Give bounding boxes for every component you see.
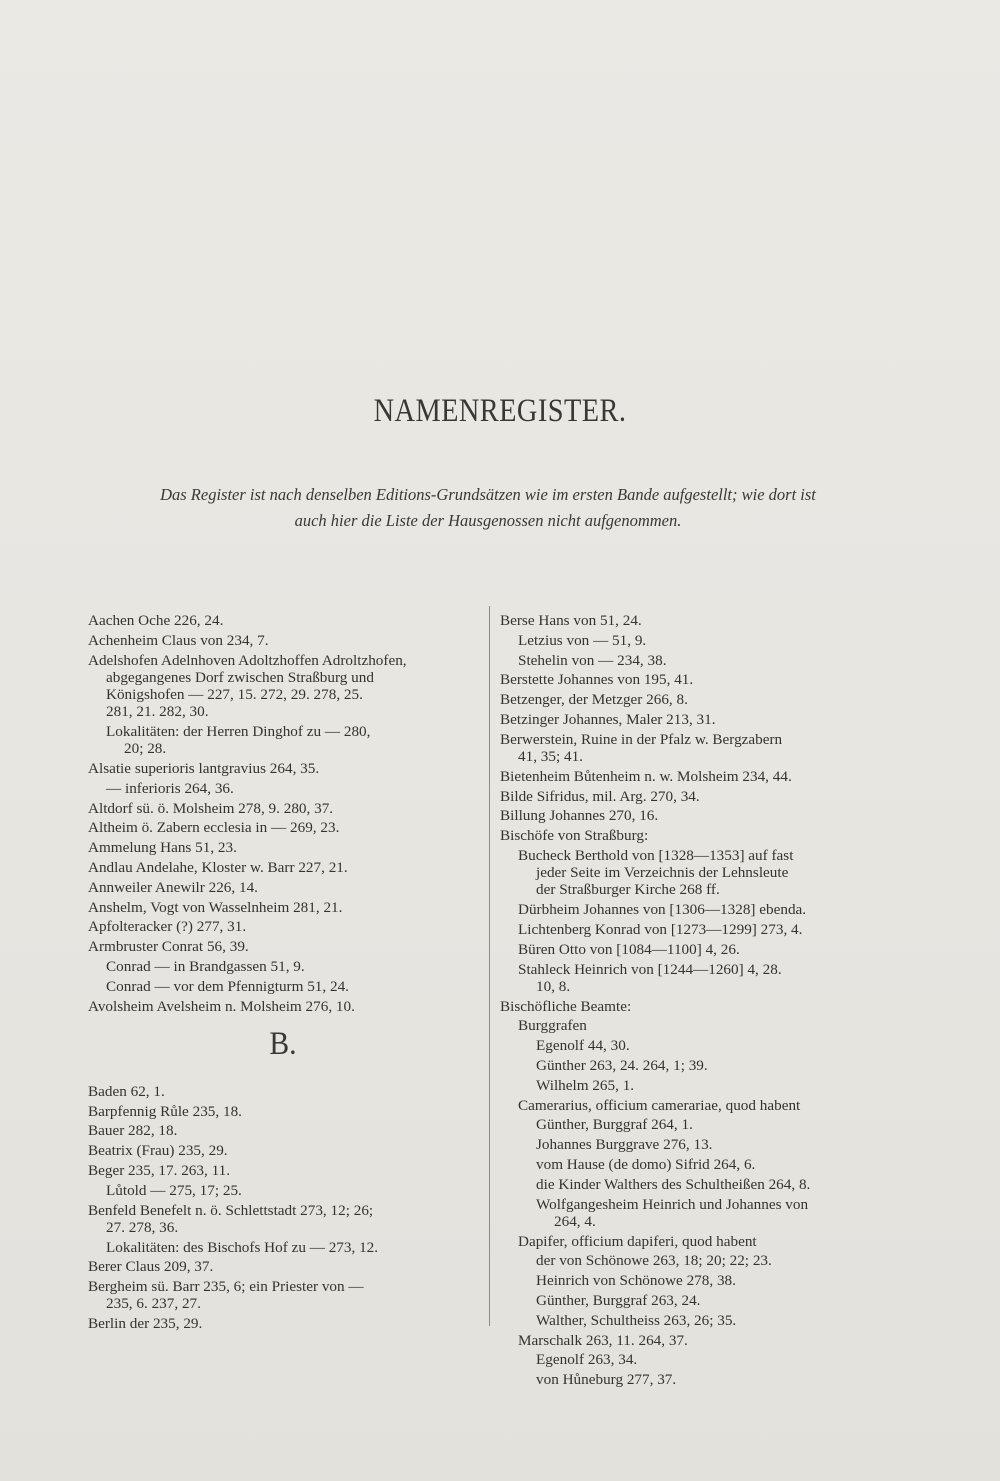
intro-line-1: Das Register ist nach denselben Editions-Grundsätzen wie im ersten Bande aufgestellt; wie dort ist bbox=[160, 485, 816, 504]
index-entry bbox=[500, 1136, 884, 1153]
index-entry bbox=[88, 859, 478, 876]
index-entry bbox=[88, 1122, 478, 1139]
index-entry bbox=[500, 827, 884, 844]
index-entry-line: Dapifer, officium dapiferi, quod habent bbox=[518, 1232, 757, 1250]
index-entry-line: Günther 263, 24. 264, 1; 39. bbox=[536, 1056, 708, 1074]
index-entry-line: Bischöfe von Straßburg: bbox=[500, 827, 649, 845]
index-entry bbox=[500, 1196, 884, 1230]
column-divider bbox=[489, 606, 490, 1326]
index-entry-line: Betzenger, der Metzger 266, 8. bbox=[500, 691, 688, 709]
index-entry-line: Bauer 282, 18. bbox=[88, 1122, 178, 1140]
index-entry-line: Berwerstein, Ruine in der Pfalz w. Bergzabern bbox=[500, 730, 783, 748]
index-entry bbox=[500, 1272, 884, 1289]
index-entry bbox=[88, 839, 478, 856]
index-entry bbox=[500, 1057, 884, 1074]
index-entry-line: Letzius von — 51, 9. bbox=[518, 631, 647, 649]
index-entry bbox=[500, 1371, 884, 1388]
index-entry-line: die Kinder Walthers des Schultheißen 264, 8. bbox=[536, 1175, 811, 1193]
index-entry-line: 41, 35; 41. bbox=[518, 747, 583, 765]
index-entry-line: Burggrafen bbox=[518, 1017, 587, 1035]
index-entry bbox=[88, 723, 478, 757]
index-entry-line: Wilhelm 265, 1. bbox=[536, 1076, 635, 1094]
intro-text bbox=[88, 482, 888, 534]
index-entry bbox=[88, 800, 478, 817]
index-entry bbox=[88, 1083, 478, 1100]
index-entry bbox=[500, 632, 884, 649]
index-entry bbox=[500, 1077, 884, 1094]
index-entry-line: Bilde Sifridus, mil. Arg. 270, 34. bbox=[500, 787, 700, 805]
index-entry bbox=[88, 612, 478, 629]
index-entry-line: jeder Seite im Verzeichnis der Lehnsleute bbox=[536, 864, 789, 882]
index-entry-line: Lůtold — 275, 17; 25. bbox=[106, 1181, 242, 1199]
index-entry bbox=[500, 1233, 884, 1250]
index-entries-b bbox=[88, 1083, 478, 1333]
index-entry-line: Wolfgangesheim Heinrich und Johannes von bbox=[536, 1195, 809, 1213]
index-entry bbox=[500, 1156, 884, 1173]
index-entry bbox=[500, 671, 884, 688]
index-entry bbox=[88, 652, 478, 721]
index-entry bbox=[500, 807, 884, 824]
index-entry-line: Altdorf sü. ö. Molsheim 278, 9. 280, 37. bbox=[88, 799, 334, 817]
index-entry-line: Bischöfliche Beamte: bbox=[500, 997, 632, 1015]
index-entry bbox=[88, 780, 478, 797]
index-entry-line: Egenolf 44, 30. bbox=[536, 1037, 630, 1055]
index-entry bbox=[500, 691, 884, 708]
index-entry-line: Achenheim Claus von 234, 7. bbox=[88, 631, 269, 649]
index-entry-line: Günther, Burggraf 264, 1. bbox=[536, 1116, 693, 1134]
index-entry-line: Avolsheim Avelsheim n. Molsheim 276, 10. bbox=[88, 997, 355, 1015]
left-column bbox=[88, 612, 478, 1335]
index-entry bbox=[500, 1017, 884, 1034]
index-entry bbox=[500, 652, 884, 669]
index-entry bbox=[88, 1142, 478, 1159]
index-entry-line: Beger 235, 17. 263, 11. bbox=[88, 1161, 231, 1179]
index-entry-line: Barpfennig Růle 235, 18. bbox=[88, 1102, 242, 1120]
index-entry-line: Johannes Burggrave 276, 13. bbox=[536, 1136, 713, 1154]
index-entry-line: Andlau Andelahe, Kloster w. Barr 227, 21. bbox=[88, 858, 348, 876]
index-entry-line: Armbruster Conrat 56, 39. bbox=[88, 938, 249, 956]
index-entry bbox=[88, 879, 478, 896]
index-entry bbox=[500, 1332, 884, 1349]
index-entry-line: Bucheck Berthold von [1328—1353] auf fast bbox=[518, 846, 794, 864]
index-entry-line: Anshelm, Vogt von Wasselnheim 281, 21. bbox=[88, 898, 343, 916]
index-entry bbox=[88, 1258, 478, 1275]
index-entry-line: 235, 6. 237, 27. bbox=[106, 1295, 201, 1313]
index-entry bbox=[88, 1315, 478, 1332]
index-entry-line: 264, 4. bbox=[554, 1212, 596, 1230]
index-entry-line: Ammelung Hans 51, 23. bbox=[88, 839, 237, 857]
index-entry-line: Adelshofen Adelnhoven Adoltzhoffen Adroltzhofen, bbox=[88, 651, 407, 669]
index-entry bbox=[500, 768, 884, 785]
index-entry-line: Apfolteracker (?) 277, 31. bbox=[88, 918, 247, 936]
index-entry-line: Camerarius, officium camerariae, quod habent bbox=[518, 1096, 801, 1114]
index-entry bbox=[88, 819, 478, 836]
index-entry-line: Baden 62, 1. bbox=[88, 1082, 165, 1100]
index-entry-line: Dürbheim Johannes von [1306—1328] ebenda. bbox=[518, 901, 807, 919]
index-entry bbox=[500, 788, 884, 805]
intro-line-2: auch hier die Liste der Hausgenossen nicht aufgenommen. bbox=[294, 511, 682, 530]
index-entries-a bbox=[88, 612, 478, 1015]
index-entry bbox=[500, 1037, 884, 1054]
index-entry-line: Lokalitäten: des Bischofs Hof zu — 273, 12. bbox=[106, 1238, 379, 1256]
index-entry bbox=[500, 998, 884, 1015]
index-entry bbox=[88, 1278, 478, 1312]
index-entry bbox=[88, 1202, 478, 1236]
index-entry-line: abgegangenes Dorf zwischen Straßburg und bbox=[106, 668, 374, 686]
index-entry bbox=[500, 1097, 884, 1114]
index-entry-line: Berlin der 235, 29. bbox=[88, 1315, 203, 1333]
index-entry-line: Berstette Johannes von 195, 41. bbox=[500, 671, 694, 689]
index-entry-line: 27. 278, 36. bbox=[106, 1218, 179, 1236]
index-entry bbox=[88, 899, 478, 916]
index-entry-line: Günther, Burggraf 263, 24. bbox=[536, 1291, 701, 1309]
index-entry bbox=[500, 941, 884, 958]
index-entry bbox=[500, 921, 884, 938]
index-entry-line: Billung Johannes 270, 16. bbox=[500, 807, 659, 825]
index-entry bbox=[88, 958, 478, 975]
index-entry-line: Aachen Oche 226, 24. bbox=[88, 612, 224, 629]
index-entry-line: 281, 21. 282, 30. bbox=[106, 703, 209, 721]
index-entry bbox=[88, 1182, 478, 1199]
index-entry bbox=[500, 612, 884, 629]
index-entry bbox=[88, 1103, 478, 1120]
index-entry-line: Benfeld Benefelt n. ö. Schlettstadt 273, 12; 26; bbox=[88, 1201, 374, 1219]
page-title: NAMENREGISTER. bbox=[373, 393, 627, 429]
index-entry bbox=[88, 998, 478, 1015]
index-entry bbox=[500, 901, 884, 918]
index-entry-line: Bietenheim Bůtenheim n. w. Molsheim 234, 44. bbox=[500, 767, 792, 785]
index-entry bbox=[88, 978, 478, 995]
index-entry-line: Königshofen — 227, 15. 272, 29. 278, 25. bbox=[106, 686, 363, 703]
index-entry-line: Annweiler Anewilr 226, 14. bbox=[88, 878, 258, 896]
index-entry-line: Stehelin von — 234, 38. bbox=[518, 651, 667, 669]
index-entry bbox=[500, 1292, 884, 1309]
index-entry-line: Alsatie superioris lantgravius 264, 35. bbox=[88, 760, 320, 777]
index-entry bbox=[500, 961, 884, 995]
index-entry-line: Betzinger Johannes, Maler 213, 31. bbox=[500, 710, 716, 728]
index-entry-line: 10, 8. bbox=[536, 977, 571, 995]
index-entry-line: Lokalitäten: der Herren Dinghof zu — 280, bbox=[106, 723, 371, 740]
index-entry-line: Berse Hans von 51, 24. bbox=[500, 612, 642, 629]
index-entry-line: — inferioris 264, 36. bbox=[106, 779, 234, 797]
index-entry bbox=[88, 1162, 478, 1179]
index-entry bbox=[500, 1351, 884, 1368]
index-entry bbox=[500, 711, 884, 728]
index-entry-line: Heinrich von Schönowe 278, 38. bbox=[536, 1272, 736, 1290]
index-entry bbox=[88, 918, 478, 935]
index-entry-line: Berer Claus 209, 37. bbox=[88, 1258, 214, 1276]
index-entry-line: 20; 28. bbox=[124, 740, 167, 758]
index-entry-line: von Hůneburg 277, 37. bbox=[536, 1371, 677, 1389]
index-entries-right bbox=[500, 612, 884, 1388]
index-entry-line: Stahleck Heinrich von [1244—1260] 4, 28. bbox=[518, 960, 782, 978]
index-entry-line: Bergheim sü. Barr 235, 6; ein Priester von — bbox=[88, 1278, 364, 1296]
index-entry-line: der von Schönowe 263, 18; 20; 22; 23. bbox=[536, 1252, 772, 1270]
index-entry-line: Conrad — vor dem Pfennigturm 51, 24. bbox=[106, 977, 349, 995]
right-column bbox=[500, 612, 884, 1391]
index-entry bbox=[500, 1116, 884, 1133]
index-entry bbox=[88, 632, 478, 649]
index-entry bbox=[88, 938, 478, 955]
index-entry bbox=[88, 1239, 478, 1256]
index-entry-line: Marschalk 263, 11. 264, 37. bbox=[518, 1331, 688, 1349]
index-entry bbox=[88, 760, 478, 777]
index-entry bbox=[500, 731, 884, 765]
index-entry bbox=[500, 1252, 884, 1269]
index-entry bbox=[500, 1312, 884, 1329]
index-entry-line: der Straßburger Kirche 268 ff. bbox=[536, 881, 720, 899]
index-entry-line: Walther, Schultheiss 263, 26; 35. bbox=[536, 1311, 737, 1329]
index-entry-line: Altheim ö. Zabern ecclesia in — 269, 23. bbox=[88, 819, 340, 837]
index-entry-line: Büren Otto von [1084—1100] 4, 26. bbox=[518, 940, 740, 958]
index-entry bbox=[500, 847, 884, 899]
section-letter-b: B. bbox=[269, 1025, 297, 1062]
index-entry-line: vom Hause (de domo) Sifrid 264, 6. bbox=[536, 1155, 756, 1173]
index-entry-line: Lichtenberg Konrad von [1273—1299] 273, 4. bbox=[518, 920, 803, 938]
index-entry bbox=[500, 1176, 884, 1193]
index-entry-line: Egenolf 263, 34. bbox=[536, 1351, 638, 1369]
index-entry-line: Beatrix (Frau) 235, 29. bbox=[88, 1142, 228, 1160]
index-entry-line: Conrad — in Brandgassen 51, 9. bbox=[106, 957, 305, 975]
